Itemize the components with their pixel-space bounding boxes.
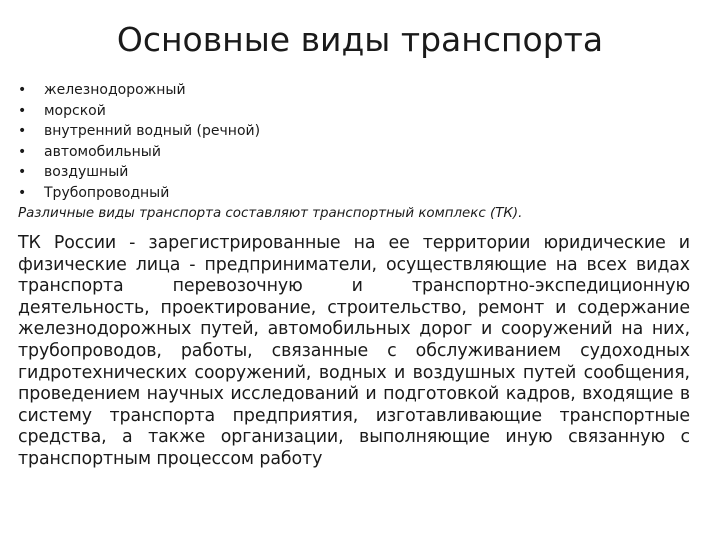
list-item-label: внутренний водный (речной) [44,123,261,139]
bullet-icon: • [18,82,27,98]
bullet-icon: • [18,164,27,180]
list-item [18,183,260,204]
slide-title: Основные виды транспорта [116,20,604,59]
list-item-label: морской [44,102,106,119]
body-paragraph: ТК России - зарегистрированные на ее территории юридические и физические лица - предприниматели, осуществляющие на всех видах транспорта перевозочную и транспортно-экспедиционную деятельность, проектирование, строительство, ремонт и содержание железнодорожных путей, автомобильных дорог и сооружений на них, трубопроводов, работы, связанные с обслуживанием судоходных гидротехнических сооружений, водных и воздушных путей сообщения, проведением научных исследований и подготовкой кадров, входящие в систему транспорта предприятия, изготавливающие транспортные средства, а также организации, выполняющие иную связанную с транспортным процессом работу [18,233,690,469]
bullet-icon: • [18,123,27,139]
transport-types-list [18,80,260,203]
bullet-icon: • [18,102,27,119]
transport-complex-note: Различные виды транспорта составляют транспортный комплекс (ТК). [18,206,523,221]
list-item-label: железнодорожный [44,82,186,98]
list-item-label: автомобильный [44,143,161,160]
bullet-icon: • [18,143,27,160]
list-item-label: Трубопроводный [44,184,170,201]
list-item [18,80,260,101]
list-item-label: воздушный [44,164,129,180]
list-item [18,121,260,142]
list-item [18,162,260,183]
list-item [18,142,260,163]
list-item [18,101,260,122]
bullet-icon: • [18,184,27,201]
